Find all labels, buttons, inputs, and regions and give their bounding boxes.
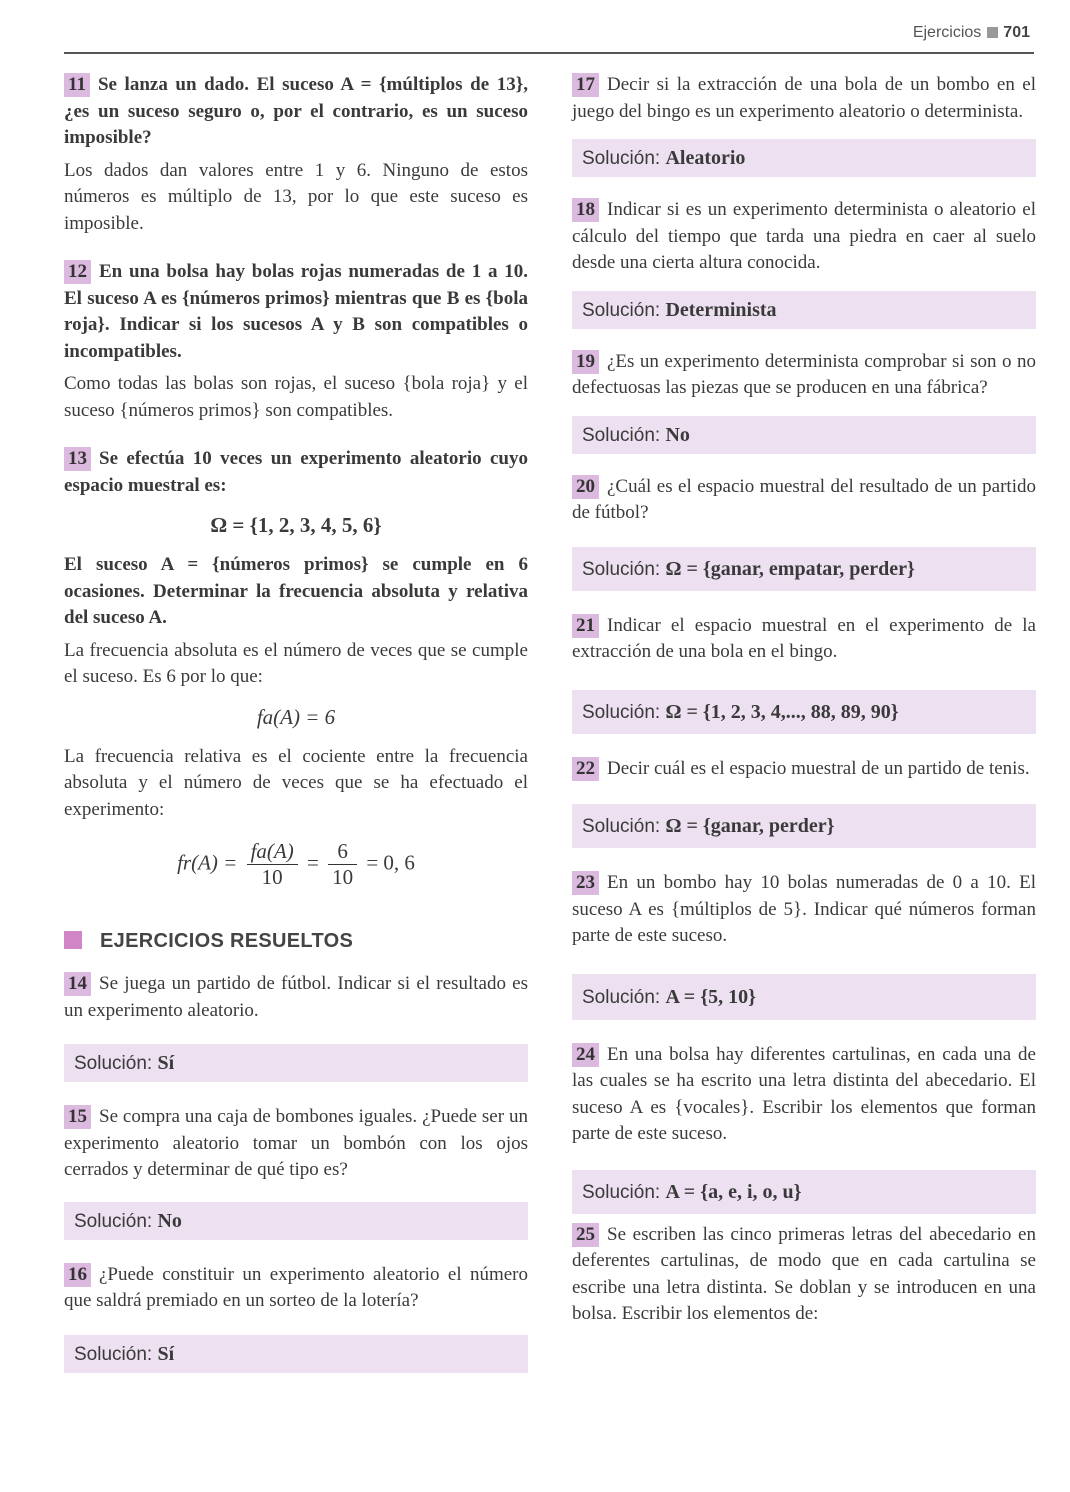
exercise-answer: La frecuencia absoluta es el número de veces que se cumple el suceso. Es 6 por lo que:	[64, 639, 528, 687]
exercise-question: Decir si la extracción de una bola de un bombo en el juego del bingo es un experimento aleatorio o determinista.	[572, 74, 1036, 122]
exercise-21	[572, 613, 1036, 734]
exercise-number: 15	[64, 1105, 91, 1129]
exercise-19	[572, 349, 1036, 454]
solution-box: Solución: No	[572, 416, 1036, 454]
exercise-12	[64, 259, 528, 424]
exercise-number: 22	[572, 757, 599, 781]
header-square-icon	[987, 27, 998, 38]
header-section: Ejercicios	[912, 24, 982, 41]
solution-box: Solución: A = {5, 10}	[572, 974, 1036, 1020]
exercise-number: 17	[572, 73, 599, 97]
exercise-question: Se escriben las cinco primeras letras del abecedario en deferentes cartulinas, de modo que en cada cartulina se escribe una letra distinta. Se doblan y se introducen en una bolsa. Escribir los elementos de:	[572, 1223, 1036, 1324]
exercise-number: 14	[64, 972, 91, 996]
exercise-16	[64, 1262, 528, 1373]
exercise-question: Decir cuál es el espacio muestral de un partido de tenis.	[607, 757, 1030, 779]
solution-value: Determinista	[665, 298, 777, 321]
solution-box: Solución: Sí	[64, 1044, 528, 1082]
exercise-22	[572, 756, 1036, 849]
exercise-question: En una bolsa hay bolas rojas numeradas de 1 a 10. El suceso A es {números primos} mientras que B es {bola roja}. Indicar si los sucesos A y B son compatibles o incompatibles.	[64, 261, 528, 362]
exercise-number: 16	[64, 1263, 91, 1287]
fraction	[328, 839, 357, 890]
solution-value: A = {a, e, i, o, u}	[665, 1180, 802, 1203]
solution-value: A = {5, 10}	[665, 985, 756, 1008]
fraction	[247, 839, 298, 890]
solution-value: Ω = {ganar, perder}	[665, 815, 835, 837]
solution-value: No	[665, 423, 690, 446]
exercise-25	[572, 1222, 1036, 1328]
exercise-number: 21	[572, 614, 599, 638]
exercise-number: 12	[64, 260, 91, 284]
header-right	[913, 24, 1030, 42]
solution-value: Sí	[157, 1342, 175, 1365]
exercise-question: ¿Es un experimento determinista comprobar si son o no defectuosas las piezas que se producen en una fábrica?	[572, 350, 1036, 398]
exercise-17	[572, 72, 1036, 177]
exercise-answer-2: La frecuencia relativa es el cociente entre la frecuencia absoluta y el número de veces que se ha efectuado el experimento:	[64, 745, 528, 820]
solution-box: Solución: Ω = {ganar, perder}	[572, 804, 1036, 848]
solution-box: Solución: Ω = {ganar, empatar, perder}	[572, 547, 1036, 591]
section-title: EJERCICIOS RESUELTOS	[64, 930, 528, 953]
exercise-answer: Como todas las bolas son rojas, el suceso {bola roja} y el suceso {números primos} son compatibles.	[64, 373, 528, 421]
relative-frequency-formula	[64, 839, 528, 890]
right-column	[572, 72, 1036, 1328]
exercise-question: En una bolsa hay diferentes cartulinas, en cada una de las cuales se ha escrito una letra distinta del abecedario. El suceso A es {vocales}. Escribir los elementos que forman parte de este suceso.	[572, 1043, 1036, 1144]
exercise-question: Se efectúa 10 veces un experimento aleatorio cuyo espacio muestral es:	[64, 448, 528, 496]
absolute-frequency-formula: fa(A) = 6	[256, 704, 336, 729]
exercise-question: ¿Cuál es el espacio muestral del resultado de un partido de fútbol?	[572, 475, 1036, 523]
formula-result: = 0, 6	[366, 850, 415, 875]
solution-box: Solución: Aleatorio	[572, 139, 1036, 177]
exercise-18	[572, 197, 1036, 329]
exercise-24	[572, 1042, 1036, 1214]
exercise-number: 24	[572, 1043, 599, 1067]
solution-box: Solución: Sí	[64, 1335, 528, 1373]
exercise-23	[572, 870, 1036, 1020]
exercise-question: Se compra una caja de bombones iguales. ¿Puede ser un experimento aleatorio tomar un bombón con los ojos cerrados y determinar de qué tipo es?	[64, 1106, 528, 1180]
exercise-15	[64, 1104, 528, 1240]
exercise-question: En un bombo hay 10 bolas numeradas de 0 a 10. El suceso A es {múltiplos de 5}. Indicar qué números forman parte de este suceso.	[572, 872, 1036, 946]
exercise-20	[572, 474, 1036, 591]
exercise-number: 23	[572, 871, 599, 895]
section-square-icon	[64, 931, 82, 949]
exercise-14	[64, 971, 528, 1082]
fraction-denominator: 10	[261, 865, 283, 889]
exercise-11	[64, 72, 528, 237]
exercise-number: 20	[572, 475, 599, 499]
sample-space-formula: Ω = {1, 2, 3, 4, 5, 6}	[210, 513, 382, 537]
left-column	[64, 72, 528, 1373]
exercise-number: 25	[572, 1223, 599, 1247]
solution-box: Solución: Ω = {1, 2, 3, 4,..., 88, 89, 90}	[572, 690, 1036, 734]
fraction-numerator: fa(A)	[247, 839, 298, 865]
exercise-question: Indicar el espacio muestral en el experimento de la extracción de una bola en el bingo.	[572, 614, 1036, 662]
fraction-numerator: 6	[328, 839, 357, 865]
page-header	[64, 22, 1034, 54]
exercise-question: Indicar si es un experimento determinista o aleatorio el cálculo del tiempo que tarda una piedra en caer al suelo desde una cierta altura conocida.	[572, 199, 1036, 273]
exercise-13	[64, 446, 528, 890]
page-number: 701	[1003, 24, 1030, 41]
exercise-question: Se juega un partido de fútbol. Indicar si el resultado es un experimento aleatorio.	[64, 973, 528, 1021]
solution-box: Solución: No	[64, 1202, 528, 1240]
solution-value: No	[157, 1209, 182, 1232]
exercise-question-part2: El suceso A = {números primos} se cumple en 6 ocasiones. Determinar la frecuencia absoluta y relativa del suceso A.	[64, 554, 528, 628]
solution-value: Aleatorio	[665, 147, 746, 169]
exercise-number: 11	[64, 73, 90, 97]
exercise-number: 18	[572, 198, 599, 222]
solution-value: Ω = {ganar, empatar, perder}	[665, 557, 915, 580]
formula-lhs: fr(A) =	[177, 850, 238, 875]
exercise-number: 13	[64, 447, 91, 471]
exercise-answer: Los dados dan valores entre 1 y 6. Ninguno de estos números es múltiplo de 13, por lo que este suceso es imposible.	[64, 159, 528, 234]
fraction-denominator: 10	[332, 865, 354, 889]
solution-value: Ω = {1, 2, 3, 4,..., 88, 89, 90}	[665, 700, 899, 723]
exercise-question: ¿Puede constituir un experimento aleatorio el número que saldrá premiado en un sorteo de la lotería?	[64, 1263, 528, 1311]
solution-box: Solución: A = {a, e, i, o, u}	[572, 1170, 1036, 1214]
exercise-number: 19	[572, 350, 599, 374]
formula-equals: =	[306, 850, 319, 875]
solution-box: Solución: Determinista	[572, 291, 1036, 329]
exercise-question: Se lanza un dado. El suceso A = {múltiplos de 13}, ¿es un suceso seguro o, por el contrario, es un suceso imposible?	[64, 74, 528, 148]
solution-value: Sí	[157, 1052, 175, 1074]
